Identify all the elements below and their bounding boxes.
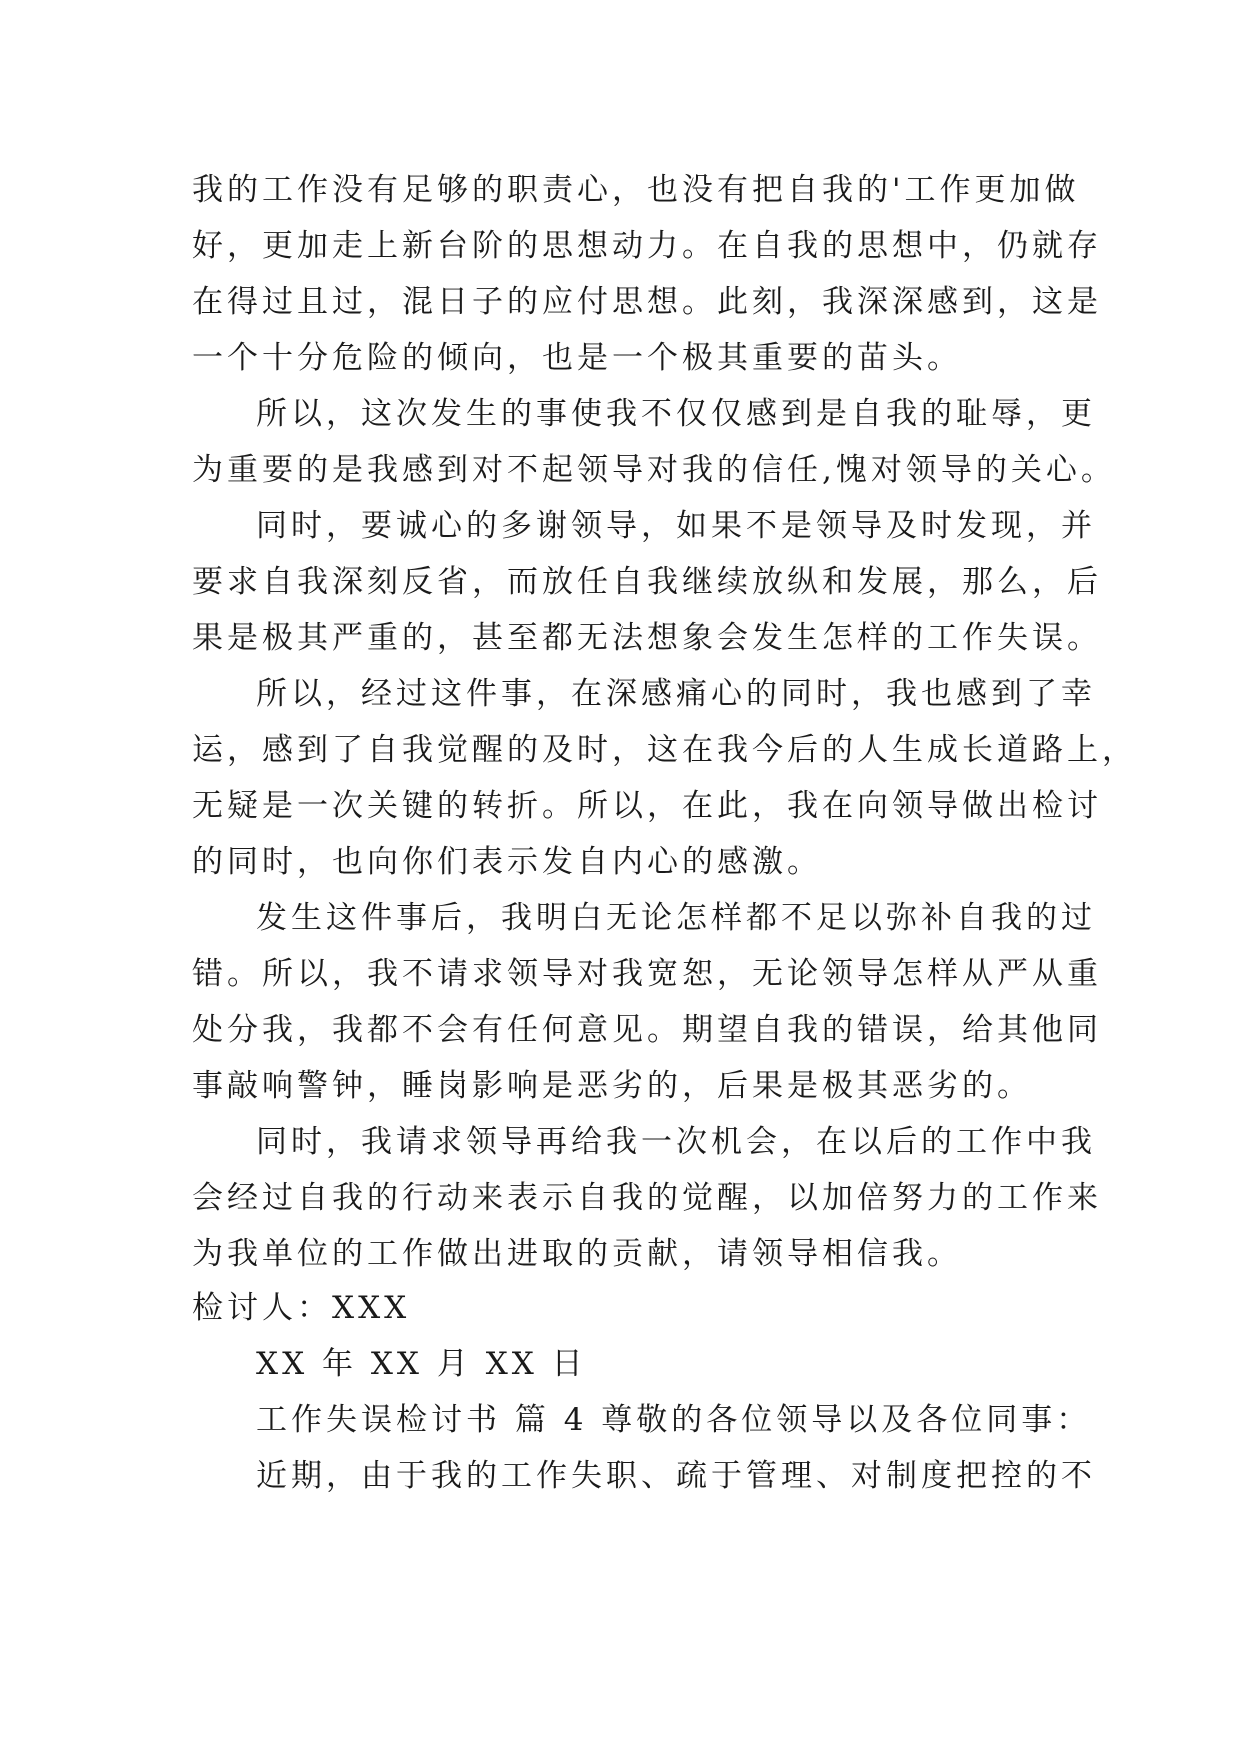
text-line: 无疑是一次关键的转折。所以，在此，我在向领导做出检讨: [192, 788, 1102, 824]
paragraph-start: 同时，要诚心的多谢领导，如果不是领导及时发现，并: [256, 508, 1096, 544]
text-line: 为重要的是我感到对不起领导对我的信任,愧对领导的关心。: [192, 452, 1116, 488]
paragraph-start: 所以，经过这件事，在深感痛心的同时，我也感到了幸: [256, 676, 1096, 712]
signer-line: 检讨人：XXX: [192, 1290, 411, 1326]
text-line: 事敲响警钟，睡岗影响是恶劣的，后果是极其恶劣的。: [192, 1068, 1032, 1104]
paragraph-start: 近期，由于我的工作失职、疏于管理、对制度把控的不: [256, 1458, 1096, 1494]
text-line: 我的工作没有足够的职责心，也没有把自我的'工作更加做: [192, 172, 1080, 208]
text-line: 为我单位的工作做出进取的贡献，请领导相信我。: [192, 1236, 962, 1272]
paragraph-start: 同时，我请求领导再给我一次机会，在以后的工作中我: [256, 1124, 1096, 1160]
text-line: 的同时，也向你们表示发自内心的感激。: [192, 844, 822, 880]
text-line: 要求自我深刻反省，而放任自我继续放纵和发展，那么，后: [192, 564, 1102, 600]
text-line: 会经过自我的行动来表示自我的觉醒，以加倍努力的工作来: [192, 1180, 1102, 1216]
paragraph-start: 所以，这次发生的事使我不仅仅感到是自我的耻辱，更: [256, 396, 1096, 432]
text-line: 处分我，我都不会有任何意见。期望自我的错误，给其他同: [192, 1012, 1102, 1048]
text-line: 果是极其严重的，甚至都无法想象会发生怎样的工作失误。: [192, 620, 1102, 656]
paragraph-start: 发生这件事后，我明白无论怎样都不足以弥补自我的过: [256, 900, 1096, 936]
section-heading: 工作失误检讨书 篇 4 尊敬的各位领导以及各位同事：: [256, 1402, 1092, 1438]
text-line: 运，感到了自我觉醒的及时，这在我今后的人生成长道路上，: [192, 732, 1137, 768]
text-line: 一个十分危险的倾向，也是一个极其重要的苗头。: [192, 340, 962, 376]
date-line: XX 年 XX 月 XX 日: [256, 1346, 587, 1382]
text-line: 好，更加走上新台阶的思想动力。在自我的思想中，仍就存: [192, 228, 1102, 264]
text-line: 错。所以，我不请求领导对我宽恕，无论领导怎样从严从重: [192, 956, 1102, 992]
text-line: 在得过且过，混日子的应付思想。此刻，我深深感到，这是: [192, 284, 1102, 320]
